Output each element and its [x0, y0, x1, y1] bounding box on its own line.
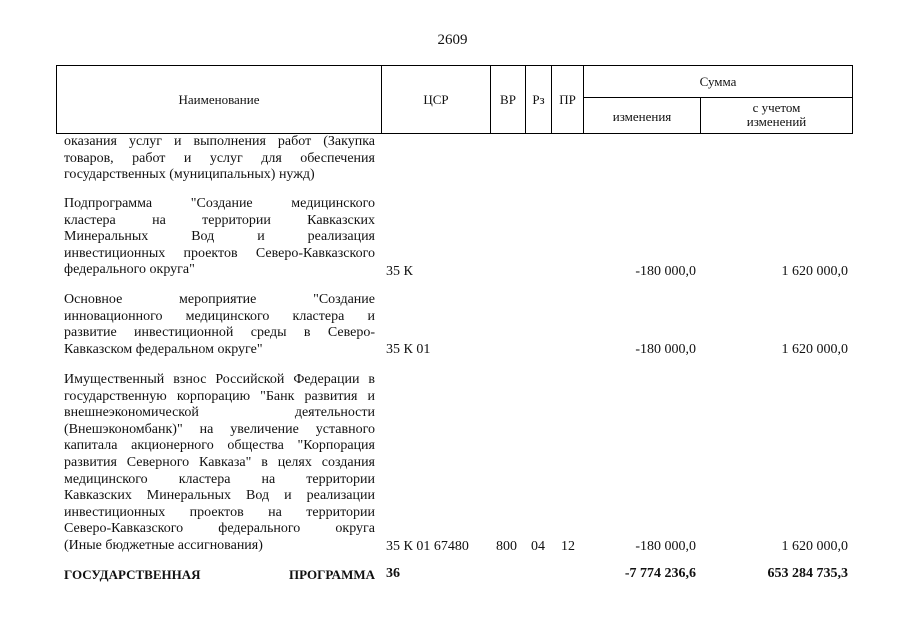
row-3-total: 1 620 000,0: [781, 539, 848, 554]
row-4-total: 653 284 735,3: [767, 566, 848, 581]
row-2-name: Основное мероприятие "Создание инновационного медицинского кластера и развитие инвестиционной среды в Северо- Кавказском федеральном округе": [64, 292, 375, 357]
page-number: 2609: [437, 32, 468, 48]
row-1-change: -180 000,0: [635, 264, 696, 279]
header-with-change-line1: с учетом: [752, 100, 801, 115]
header-top-border: [56, 65, 852, 66]
row-1-total: 1 620 000,0: [781, 264, 848, 279]
row-3-change: -180 000,0: [635, 539, 696, 554]
header-change: изменения: [612, 109, 672, 124]
row-2-csr: 35 К 01: [386, 342, 431, 357]
header-sum: Сумма: [699, 74, 737, 89]
header-name: Наименование: [178, 92, 260, 107]
header-vr: ВР: [500, 92, 516, 107]
row-1-csr: 35 К: [386, 264, 413, 279]
header-with-change: [701, 101, 852, 129]
row-2-change: -180 000,0: [635, 342, 696, 357]
header-csr: ЦСР: [423, 92, 449, 107]
row-4-change: -7 774 236,6: [624, 566, 696, 581]
row-3-name: Имущественный взнос Российской Федерации в государственную корпорацию "Банк развития и внешнеэкономической деятельности (Внешэкономбанк)" на увеличение уставного капитала акционерного общества "Корпорация развития Северного Кавказа" в целях создания медицинского кластера на территории Кавказских Минеральных Вод и реализации инвестиционных проектов на территории Северо-Кавказского федерального округа (Иные бюджетные ассигнования): [64, 372, 375, 553]
header-with-change-line2: изменений: [746, 114, 807, 129]
sum-subheader-border: [583, 97, 852, 98]
row-2-total: 1 620 000,0: [781, 342, 848, 357]
row-4-csr: 36: [386, 566, 400, 581]
header-pr: ПР: [559, 92, 576, 107]
row-3-vr: 800: [496, 539, 517, 554]
row-4-name: ГОСУДАРСТВЕННАЯ ПРОГРАММА: [64, 567, 375, 582]
header-rz: Рз: [532, 92, 545, 107]
row-1-name: Подпрограмма "Создание медицинского кластера на территории Кавказских Минеральных Вод и реализация инвестиционных проектов Северо-Кавказского федерального округа": [64, 196, 375, 278]
row-3-rz: 04: [531, 539, 545, 554]
col-border-right: [852, 65, 853, 134]
row-3-csr: 35 К 01 67480: [386, 539, 469, 554]
row-3-pr: 12: [561, 539, 575, 554]
row-0-name: оказания услуг и выполнения работ (Закупка товаров, работ и услуг для обеспечения государственных (муниципальных) нужд): [64, 134, 375, 183]
